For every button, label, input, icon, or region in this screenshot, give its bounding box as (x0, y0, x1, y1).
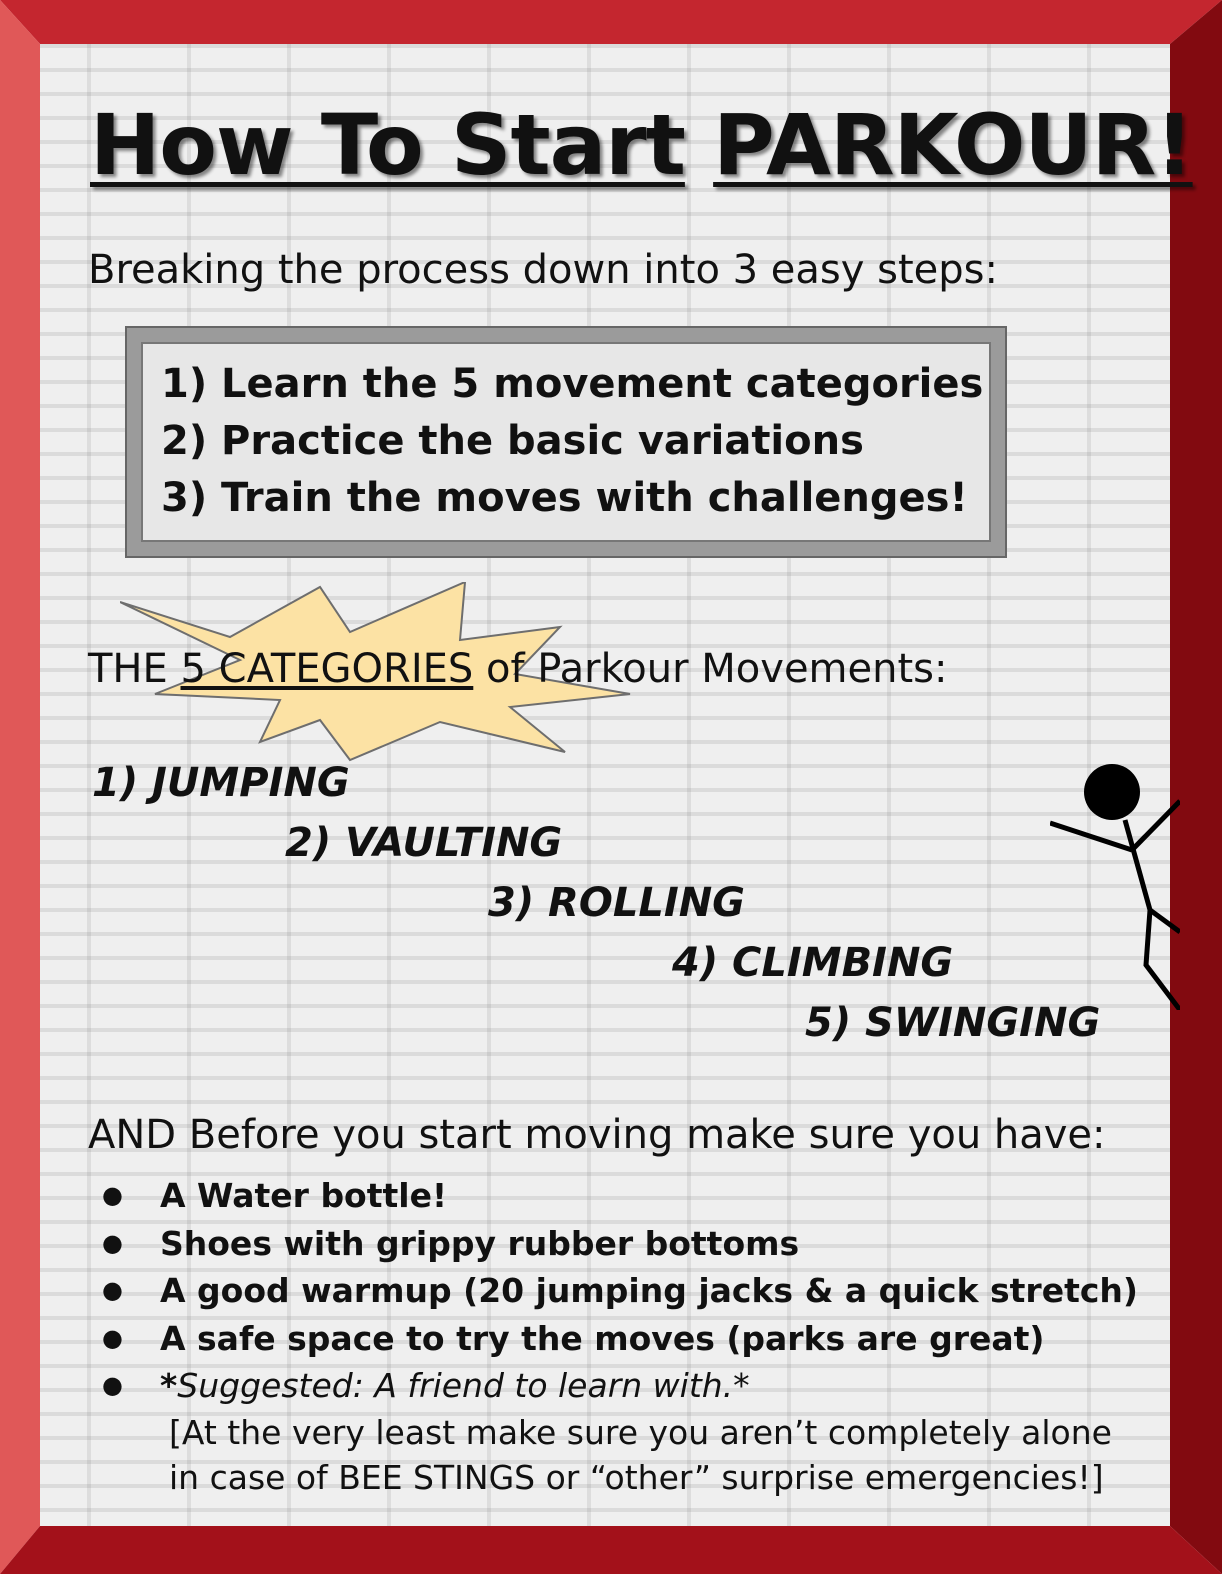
step-1: 1) Learn the 5 movement categories (161, 361, 984, 407)
categories-heading-suffix: of Parkour Movements: (473, 646, 948, 692)
categories-heading-prefix: THE (88, 646, 181, 692)
poster-sheet (40, 44, 1193, 1526)
need-shoes: Shoes with grippy rubber bottoms (160, 1223, 800, 1263)
categories-heading (88, 646, 947, 692)
list-item (102, 1362, 1162, 1410)
stick-figure-leg-upper (1150, 910, 1180, 932)
title-part-1: How To Start (90, 96, 685, 194)
stick-figure-head (1084, 764, 1140, 820)
stick-figure-arm-right (1132, 801, 1180, 850)
need-warmup: A good warmup (20 jumping jacks & a quick stretch) (160, 1271, 1138, 1310)
step-2: 2) Practice the basic variations (161, 418, 864, 464)
bullet-icon: ● (102, 1181, 123, 1209)
steps-box-inner (141, 342, 991, 542)
steps-box (125, 326, 1007, 558)
needs-heading: AND Before you start moving make sure you have: (88, 1112, 1106, 1158)
needs-list (102, 1172, 1162, 1500)
category-swinging: 5) SWINGING (805, 1000, 1101, 1046)
categories-heading-highlight: 5 CATEGORIES (180, 646, 474, 692)
stick-figure-arm-left (1050, 823, 1132, 850)
bullet-icon: ● (102, 1276, 123, 1304)
bullet-icon: ● (102, 1371, 123, 1399)
stick-figure-leg-lower (1146, 910, 1180, 1010)
need-safe-space: A safe space to try the moves (parks are great) (160, 1318, 1045, 1358)
safety-note-line-2: in case of BEE STINGS or “other” surprise emergencies!] (169, 1457, 1104, 1497)
frame-bottom (0, 1526, 1222, 1574)
bullet-icon: ● (102, 1323, 123, 1352)
category-jumping: 1) JUMPING (92, 760, 350, 806)
category-climbing: 4) CLIMBING (672, 940, 954, 986)
category-rolling: 3) ROLLING (488, 880, 746, 926)
list-item (102, 1172, 1162, 1220)
suggested-text: Suggested: A friend to learn with.* (177, 1366, 750, 1405)
safety-note-line-1: [At the very least make sure you aren’t completely alone (169, 1412, 1112, 1452)
list-item (102, 1220, 1162, 1268)
need-water: A Water bottle! (160, 1176, 448, 1215)
intro-text: Breaking the process down into 3 easy steps: (88, 247, 998, 293)
stick-figure-climber (1050, 760, 1180, 1010)
title-part-2: PARKOUR! (713, 96, 1193, 194)
bullet-icon: ● (102, 1228, 123, 1257)
frame-top (0, 0, 1222, 44)
list-item (102, 1315, 1162, 1363)
page-title (90, 96, 1193, 194)
suggested-star: * (160, 1366, 178, 1405)
list-item (102, 1267, 1162, 1315)
category-vaulting: 2) VAULTING (285, 820, 563, 866)
frame-left (0, 0, 40, 1574)
step-3: 3) Train the moves with challenges! (161, 475, 968, 521)
